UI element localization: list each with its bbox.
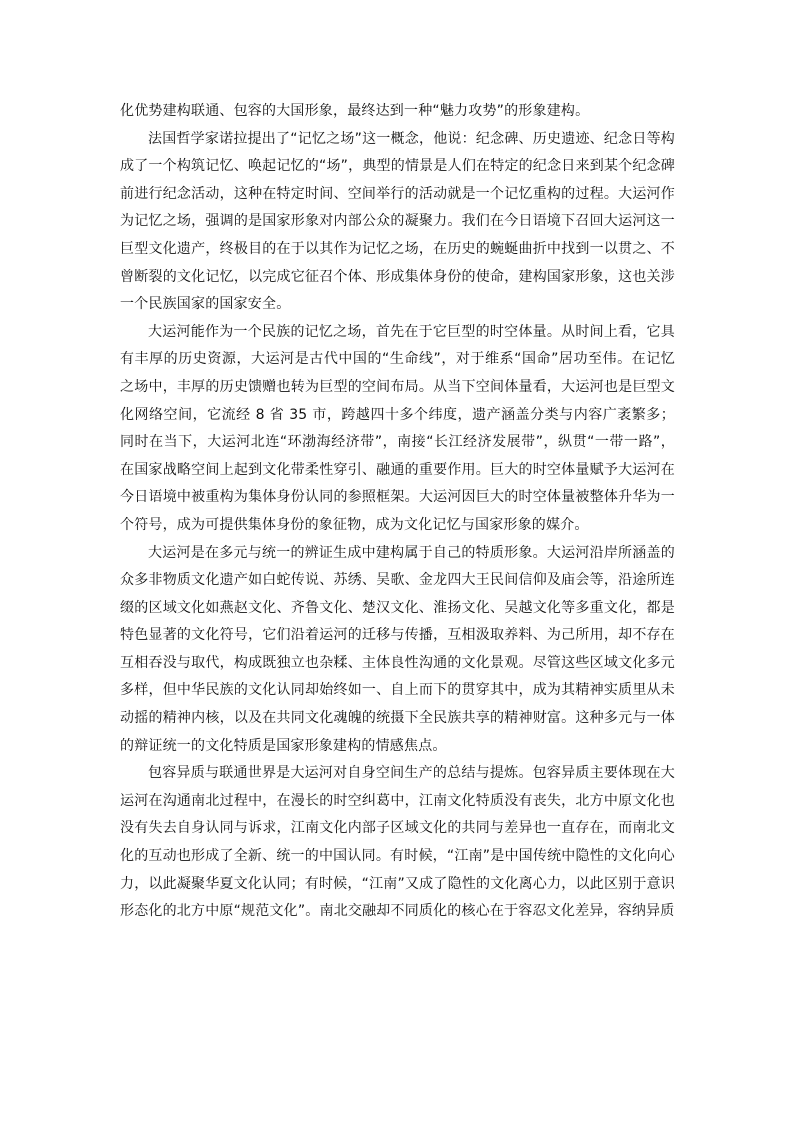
paragraph-inclusive-connectivity: 包容异质与联通世界是大运河对自身空间生产的总结与提炼。包容异质主要体现在大运河在沟通南北过程中，在漫长的时空纠葛中，江南文化特质没有丧失，北方中原文化也没有失去自身认同与诉求，江南文化内部子区域文化的共同与差异也一直存在，而南北文化的互动也形成了全新、统一的中国认同。有时候，“江南”是中国传统中隐性的文化向心力，以此凝聚华夏文化认同；有时候，“江南”又成了隐性的文化离心力，以此区别于意识形态化的北方中原“规范文化”。南北交融却不同质化的核心在于容忍文化差异，容纳异质 bbox=[120, 765, 675, 920]
paragraph-diversity-unity: 大运河是在多元与统一的辨证生成中建构属于自己的特质形象。大运河沿岸所涵盖的众多非物质文化遗产如白蛇传说、苏绣、吴歌、金龙四大王民间信仰及庙会等，沿途所连缀的区域文化如燕赵文化、齐鲁文化、楚汉文化、淮扬文化、吴越文化等多重文化，都是特色显著的文化符号，它们沿着运河的迁移与传播，互相汲取养料、为己所用，却不存在互相吞没与取代，构成既独立也杂糅、主体良性沟通的文化景观。尽管这些区域文化多元多样，但中华民族的文化认同却始终如一、自上而下的贯穿其中，成为其精神实质里从未动摇的精神内核，以及在共同文化魂魄的统摄下全民族共享的精神财富。这种多元与一体的辩证统一的文化特质是国家形象建构的情感焦点。 bbox=[120, 544, 675, 754]
paragraph-memory-sites: 法国哲学家诺拉提出了“记忆之场”这一概念，他说：纪念碑、历史遗迹、纪念日等构成了一个构筑记忆、唤起记忆的“场”，典型的情景是人们在特定的纪念日来到某个纪念碑前进行纪念活动，这种在特定时间、空间举行的活动就是一个记忆重构的过程。大运河作为记忆之场，强调的是国家形象对内部公众的凝聚力。我们在今日语境下召回大运河这一巨型文化遗产，终极目的在于以其作为记忆之场，在历史的蜿蜒曲折中找到一以贯之、不曾断裂的文化记忆，以完成它征召个体、形成集体身份的使命，建构国家形象，这也关涉一个民族国家的国家安全。 bbox=[120, 130, 675, 313]
paragraph-spatiotemporal-volume: 大运河能作为一个民族的记忆之场，首先在于它巨型的时空体量。从时间上看，它具有丰厚的历史资源，大运河是古代中国的“生命线”，对于维系“国命”居功至伟。在记忆之场中，丰厚的历史馈赠也转为巨型的空间布局。从当下空间体量看，大运河也是巨型文化网络空间，它流经 8 省 35 市，跨越四十多个纬度，遗产涵盖分类与内容广袤繁多；同时在当下，大运河北连“环渤海经济带”，南接“长江经济发展带”，纵贯“一带一路”，在国家战略空间上起到文化带柔性穿引、融通的重要作用。巨大的时空体量赋予大运河在今日语境中被重构为集体身份认同的参照框架。大运河因巨大的时空体量被整体升华为一个符号，成为可提供集体身份的象征物，成为文化记忆与国家形象的媒介。 bbox=[120, 323, 675, 533]
paragraph-continuation: 化优势建构联通、包容的大国形象，最终达到一种“魅力攻势”的形象建构。 bbox=[120, 103, 590, 119]
document-page bbox=[120, 98, 675, 926]
